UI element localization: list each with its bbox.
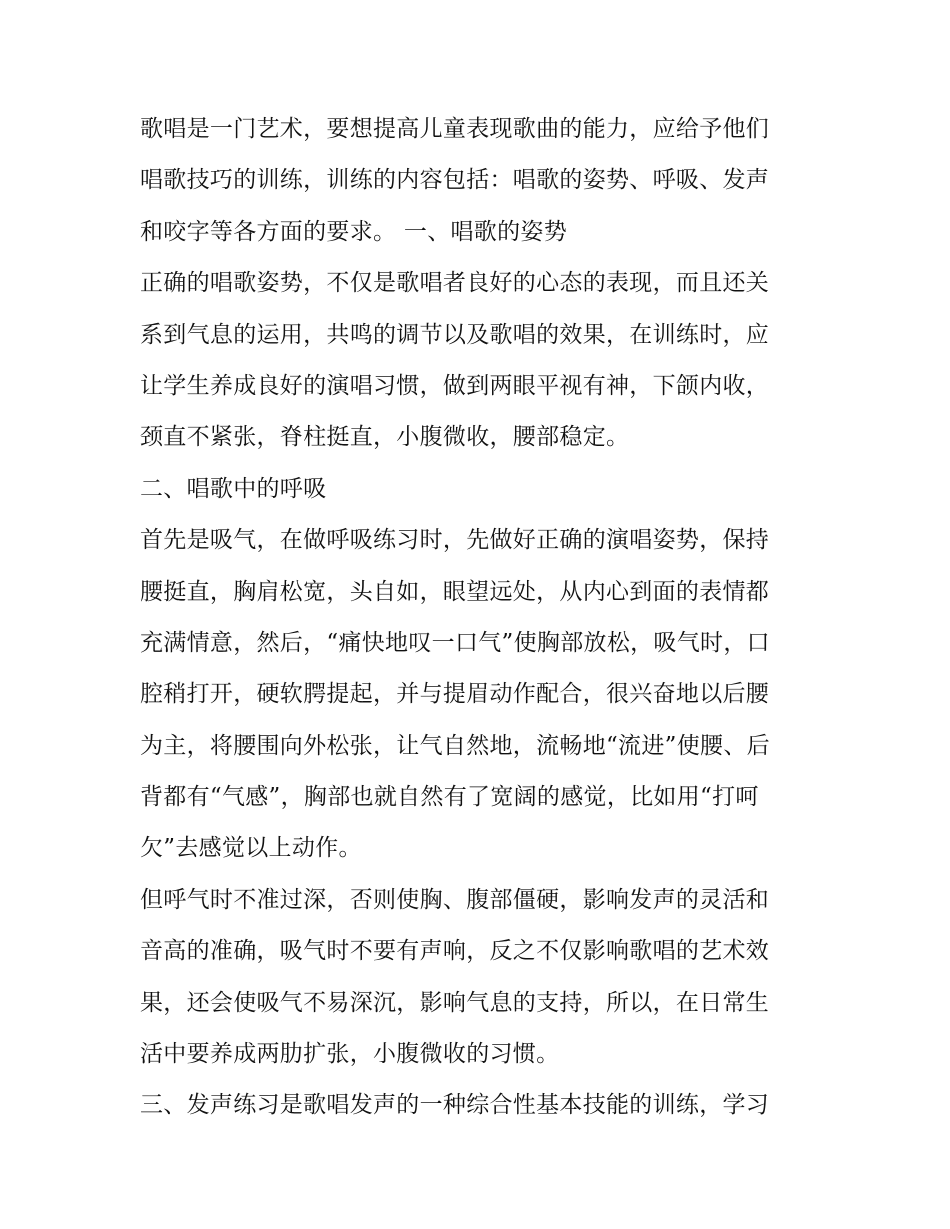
text-line: 唱歌技巧的训练，训练的内容包括：唱歌的姿势、呼吸、发声: [140, 167, 770, 194]
text-line: 果，还会使吸气不易深沉，影响气息的支持，所以，在日常生: [140, 989, 770, 1016]
text-line: 系到气息的运用，共鸣的调节以及歌唱的效果，在训练时，应: [140, 321, 770, 348]
text-line: 颈直不紧张，脊柱挺直，小腹微收，腰部稳定。: [140, 424, 630, 451]
text-line: 正确的唱歌姿势，不仅是歌唱者良好的心态的表现，而且还关: [140, 270, 770, 297]
text-line: 歌唱是一门艺术，要想提高儿童表现歌曲的能力，应给予他们: [140, 116, 770, 142]
text-line: 活中要养成两肋扩张，小腹微收的习惯。: [140, 1041, 560, 1068]
text-line: 让学生养成良好的演唱习惯，做到两眼平视有神，下颌内收，: [140, 372, 770, 399]
section-heading: 二、唱歌中的呼吸: [140, 475, 327, 502]
text-line: 充满情意，然后，“痛快地叹一口气”使胸部放松，吸气时，口: [140, 629, 770, 656]
text-line: 背都有“气感”，胸部也就自然有了宽阔的感觉，比如用“打呵: [140, 784, 759, 811]
text-line: 但呼气时不准过深，否则使胸、腹部僵硬，影响发声的灵活和: [140, 886, 770, 913]
text-line: 首先是吸气，在做呼吸练习时，先做好正确的演唱姿势，保持: [140, 527, 770, 554]
text-line: 为主，将腰围向外松张，让气自然地，流畅地“流进”使腰、后: [140, 732, 770, 759]
body-text: [140, 104, 820, 1132]
text-line: 腔稍打开，硬软腭提起，并与提眉动作配合，很兴奋地以后腰: [140, 681, 770, 708]
text-line: 音高的准确，吸气时不要有声响，反之不仅影响歌唱的艺术效: [140, 938, 770, 965]
text-line: 腰挺直，胸肩松宽，头自如，眼望远处，从内心到面的表情都: [140, 578, 770, 605]
text-line: 三、发声练习是歌唱发声的一种综合性基本技能的训练，学习: [140, 1092, 770, 1119]
text-line: 欠”去感觉以上动作。: [140, 835, 362, 862]
text-line: 和咬字等各方面的要求。 一、唱歌的姿势: [140, 218, 568, 245]
